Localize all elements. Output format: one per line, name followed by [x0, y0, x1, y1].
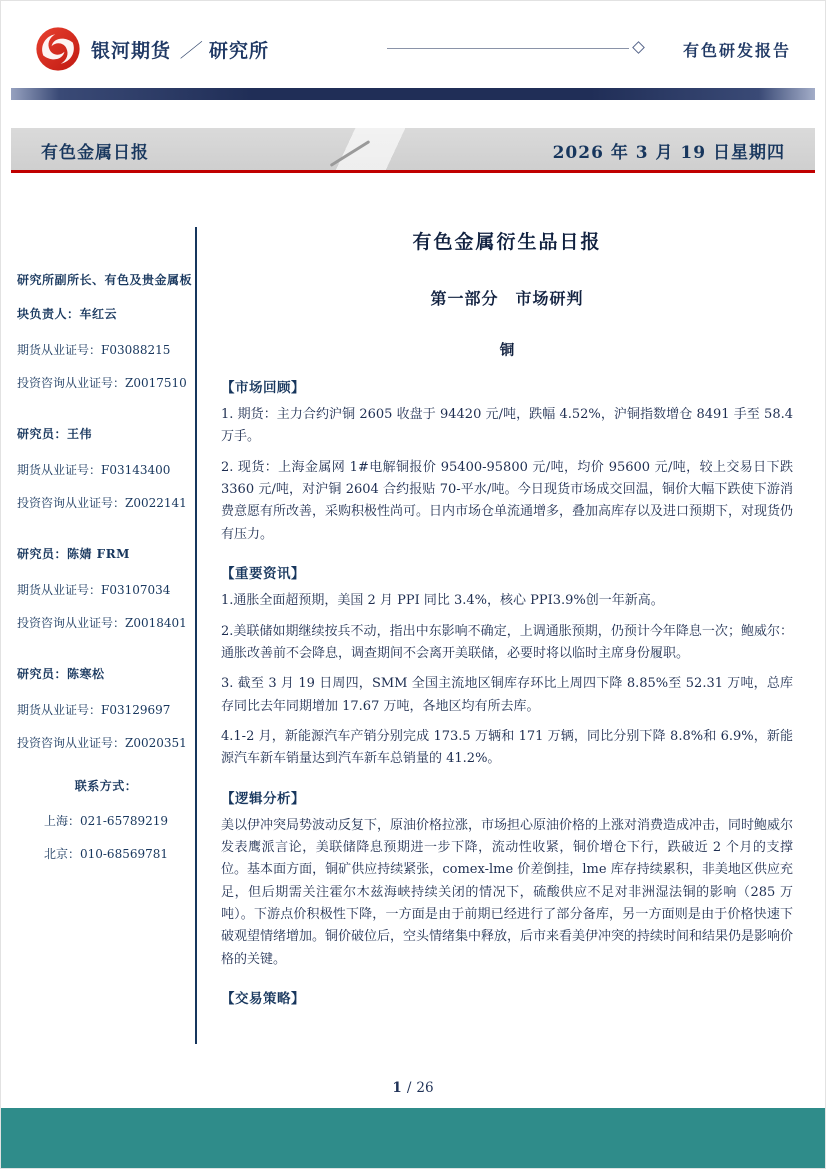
analyst-advisory-license: 投资咨询从业证号：Z0020351 — [17, 736, 187, 750]
section-header-key-news: 【重要资讯】 — [221, 566, 305, 583]
content-area — [17, 213, 795, 1050]
brand-text — [91, 36, 269, 63]
analyst-block — [17, 537, 195, 633]
section-header-market-review: 【市场回顾】 — [221, 380, 305, 396]
page-separator: / — [406, 1080, 412, 1096]
analyst-name: 研究员：陈婧 FRM — [17, 547, 130, 561]
header-rule — [387, 48, 629, 49]
section-header-trading-strategy: 【交易策略】 — [221, 991, 305, 1008]
paragraph: 3. 截至 3 月 19 日周四，SMM 全国主流地区铜库存环比上周四下降 8.85%至 52.31 万吨，总库存同比去年同期增加 17.67 万吨，各地区均有所去库。 — [221, 676, 793, 714]
document-title: 有色金属衍生品日报 — [412, 231, 602, 253]
banner-title: 有色金属日报 — [41, 143, 149, 163]
banner-date: 2026 年 3 月 19 日星期四 — [552, 143, 785, 163]
analyst-advisory-license: 投资咨询从业证号：Z0018401 — [17, 616, 187, 630]
contact-title: 联系方式： — [74, 779, 138, 793]
metal-section-title: 铜 — [499, 343, 515, 359]
section-header-logic-analysis: 【逻辑分析】 — [221, 790, 305, 807]
title-banner — [11, 128, 815, 173]
analyst-futures-license: 期货从业证号：F03107034 — [17, 583, 171, 597]
paragraph: 2. 现货：上海金属网 1#电解铜报价 95400-95800 元/吨，均价 95600 元/吨，较上交易日下跌 3360 元/吨，对沪铜 2604 合约报贴 70-平水/吨。今日现货市场成交回温，铜价大幅下跌使下游消费意愿有所改善，采购积极性尚可。日内市场仓单流通增多，叠加高库存以及进口预期下，对现货仍有压力。 — [221, 459, 794, 542]
paragraph: 2.美联储如期继续按兵不动，指出中东影响不确定，上调通胀预期，仍预计今年降息一次；鲍威尔：通胀改善前不会降息，调查期间不会离开美联储，必要时将以临时主席身份履职。 — [221, 623, 793, 661]
paragraph: 1. 期货：主力合约沪铜 2605 收盘于 94420 元/吨，跌幅 4.52%，沪铜指数增仓 8491 手至 58.4 万手。 — [221, 407, 793, 445]
paragraph: 美以伊冲突局势波动反复下，原油价格拉涨，市场担心原油价格的上涨对消费造成冲击，同时鲍威尔发表鹰派言论，美联储降息预期进一步下降，流动性收紧，铜价增仓下行，跌破近 2 个月的支撑位。基本面方面，铜矿供应持续紧张，comex-lme 价差倒挂，lme 库存持续累积，非美地区供应充足，但后期需关注霍尔木兹海峡持续关闭的情况下，硫酸供应不足对非洲湿法铜的影响（285 万吨）。下游点价积极性下降，一方面是由于前期已经进行了部分备库，另一方面则是由于价格快速下破观望情绪增加。铜价破位后，空头情绪集中释放，后市来看美伊冲突的持续时间和结果仍是影响价格的关键。 — [221, 817, 794, 967]
analyst-advisory-license: 投资咨询从业证号：Z0022141 — [17, 496, 187, 510]
analyst-advisory-license: 投资咨询从业证号：Z0017510 — [17, 376, 187, 390]
total-pages: 26 — [416, 1080, 434, 1096]
footer-bar — [1, 1108, 825, 1168]
brand-block — [35, 23, 791, 75]
current-page-number: 1 — [392, 1080, 402, 1096]
paragraph: 4.1-2 月，新能源汽车产销分别完成 173.5 万辆和 171 万辆，同比分别下降 8.8%和 6.9%，新能源汽车新车销量达到汽车新车总销量的 41.2%。 — [221, 728, 793, 767]
page-number-footer — [1, 1080, 825, 1096]
analyst-block — [17, 657, 195, 753]
analyst-block — [17, 417, 195, 513]
analyst-futures-license: 期货从业证号：F03129697 — [17, 703, 171, 717]
paragraph: 1.通胀全面超预期，美国 2 月 PPI 同比 3.4%，核心 PPI3.9%创一年新高。 — [221, 593, 664, 609]
part-title: 第一部分 市场研判 — [430, 289, 584, 308]
banner-watermark — [281, 128, 481, 173]
analyst-name: 研究员：陈寒松 — [17, 667, 105, 681]
brand-separator: ／ — [180, 39, 201, 62]
navy-divider-bar — [11, 88, 815, 100]
report-body — [197, 213, 795, 1050]
contact-shanghai: 上海：021-65789219 — [43, 814, 169, 828]
contact-block — [17, 777, 195, 864]
analyst-block-lead — [17, 263, 195, 393]
division-name: 研究所 — [209, 39, 270, 62]
contact-beijing: 北京：010-68569781 — [43, 847, 169, 861]
page-header — [35, 23, 791, 79]
analyst-futures-license: 期货从业证号：F03143400 — [17, 463, 171, 477]
analyst-sidebar — [17, 213, 195, 1050]
analyst-futures-license: 期货从业证号：F03088215 — [17, 343, 171, 357]
analyst-name: 研究员：王伟 — [17, 427, 93, 441]
banner-pen-ornament — [330, 140, 371, 167]
galaxy-futures-logo-icon — [35, 26, 81, 72]
report-type-label: 有色研发报告 — [682, 41, 791, 60]
brand-name: 银河期货 — [91, 39, 172, 62]
analyst-name: 研究所副所长、有色及贵金属板块负责人：车红云 — [17, 273, 193, 321]
